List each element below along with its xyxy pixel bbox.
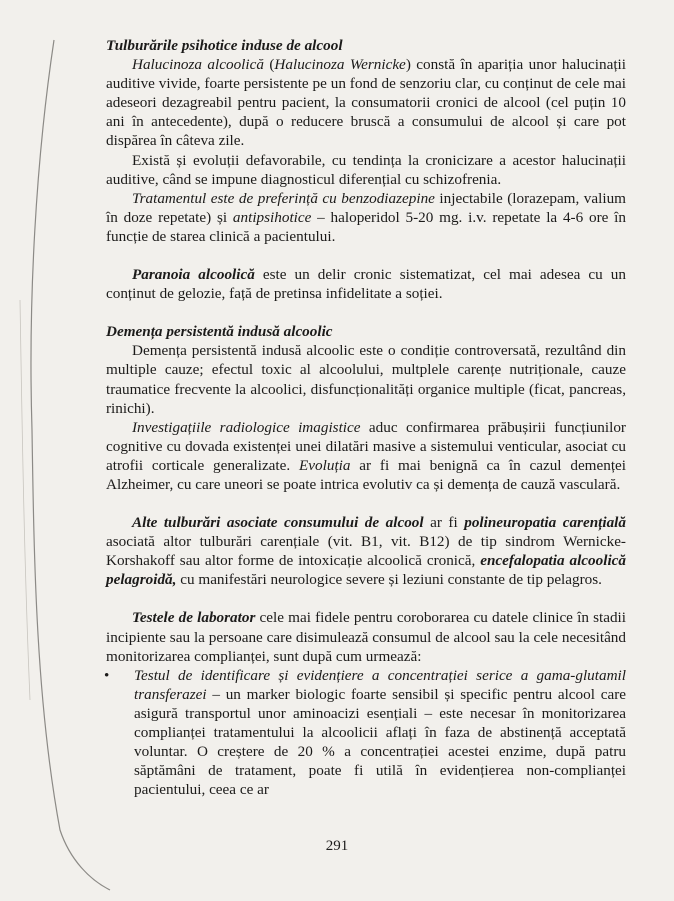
text-lab-tests: cele mai fidele pentru coroborarea cu datele clinice în stadii incipiente sau la persoane care disimulează consumul de alcool sau la cele necesitând monitorizarea complianței, sunt după cum urmează: (106, 609, 626, 665)
paragraph-dementia: Demența persistentă indusă alcoolic este o condiție controversată, rezultând din multiple cauze; efectul toxic al alcoolului, multplele carențe nutriționale, cauze traumatice frecvente la alcoolici, disfuncționalități organice multiple (ficat, pancreas, rinichi). (106, 342, 626, 417)
text-investigations-a: aduc confirmarea prăbușirii funcțiunilor cognitive cu dovada existenței unei dilatări masive a sistemului venticular, asociat cu atrofii corticale generalizate. (106, 418, 626, 474)
section-heading-psychotic: Tulburările psihotice induse de alcool (106, 37, 343, 54)
list-item-ggt (100, 666, 626, 800)
paragraph-paranoia (106, 265, 626, 303)
term-lab-tests: Testele de laborator (132, 609, 256, 627)
text-investigations-b: ar fi mai benignă ca în cazul demenței Alzheimer, cu care uneori se poate intrica evolutiv ca și demența de cauză vasculară. (106, 456, 627, 493)
paragraph-evolution: Există și evoluții defavorabile, cu tendința la cronicizare a acestor halucinații auditive, când se impune diagnosticul diferențial cu schizofrenia. (106, 151, 626, 188)
term-paranoia: Paranoia alcoolică (132, 266, 255, 284)
page-number: 291 (325, 838, 349, 854)
term-other-disorders: Alte tulburări asociate consumului de alcool (132, 514, 424, 532)
paragraph-lab-tests (106, 608, 626, 665)
term-encephalopathy: encefalopatia alcoolică pelagroidă, (106, 552, 626, 589)
term-wernicke: Halucinoza Wernicke (274, 56, 406, 74)
paragraph-other-disorders (106, 513, 626, 589)
term-antipsychotics: antipsihotice (232, 208, 312, 226)
paragraph-investigations (106, 418, 626, 494)
text-other-c: cu manifestări neurologice severe și leziuni constante de tip pelagros. (176, 571, 602, 589)
term-polyneuropathy: polineuropatia carențială (464, 514, 626, 532)
section-heading-dementia: Demența persistentă indusă alcoolic (106, 323, 333, 341)
term-evolution: Evoluția (299, 456, 351, 474)
text-hallucinosis-desc: ) constă în apariția unor halucinații auditive vivide, foarte persistente pe un fond de senzoriu clar, cu conținut de cele mai adeseori dezagreabil pentru pacient, la consumatorii cronici de alcool (cel puțin 10 ani în antecedente), după o reducere bruscă a consumului de alcool și care pot dispărea în câteva zile. (106, 56, 626, 150)
text-other-a: ar fi (423, 514, 465, 532)
term-treatment: Tratamentul este de preferință cu benzodiazepine (132, 189, 435, 207)
term-investigations: Investigațiile radiologice imagistice (132, 418, 361, 436)
text-treatment-a: injectabile (lorazepam, valium în doze repetate) și (106, 189, 626, 226)
text-other-b: asociată altor tulburări carențiale (vit. B1, vit. B12) de tip sindrom Wernicke-Korshakoff sau altor forme de intoxicație alcoolică cronică, (106, 533, 626, 570)
term-hallucinosis: Halucinoza alcoolică (132, 56, 264, 74)
text-paranoia: este un delir cronic sistematizat, cel mai adesea cu un conținut de gelozie, față de pretinsa infidelitate a soției. (106, 266, 626, 303)
bullet-icon: • (104, 666, 110, 684)
text-ggt-test: – un marker biologic foarte sensibil și specific pentru alcool care asigură transportul unor aminoacizi esențiali – este necesar în monitorizarea complianței tratamentului la alcoolicii aflați în faza de abstinență acceptată voluntar. O creștere de 20 % a concentrației acestei enzime, după patru săptămâni de tratament, poate fi utilă în evidențierea non-complianței pacientului, ceea ce ar (134, 685, 626, 799)
text-treatment-b: – haloperidol 5-20 mg. i.v. repetate la 4-6 ore în funcție de starea clinică a pacientului. (106, 208, 626, 245)
lab-tests-list (106, 666, 626, 800)
term-ggt-test: Testul de identificare și evidențiere a concentrației serice a gama-glutamil transferazei (134, 666, 626, 703)
paragraph-hallucinosis (106, 55, 626, 150)
paren-open: ( (263, 56, 275, 74)
paragraph-treatment (106, 189, 626, 246)
page-content (106, 36, 626, 799)
